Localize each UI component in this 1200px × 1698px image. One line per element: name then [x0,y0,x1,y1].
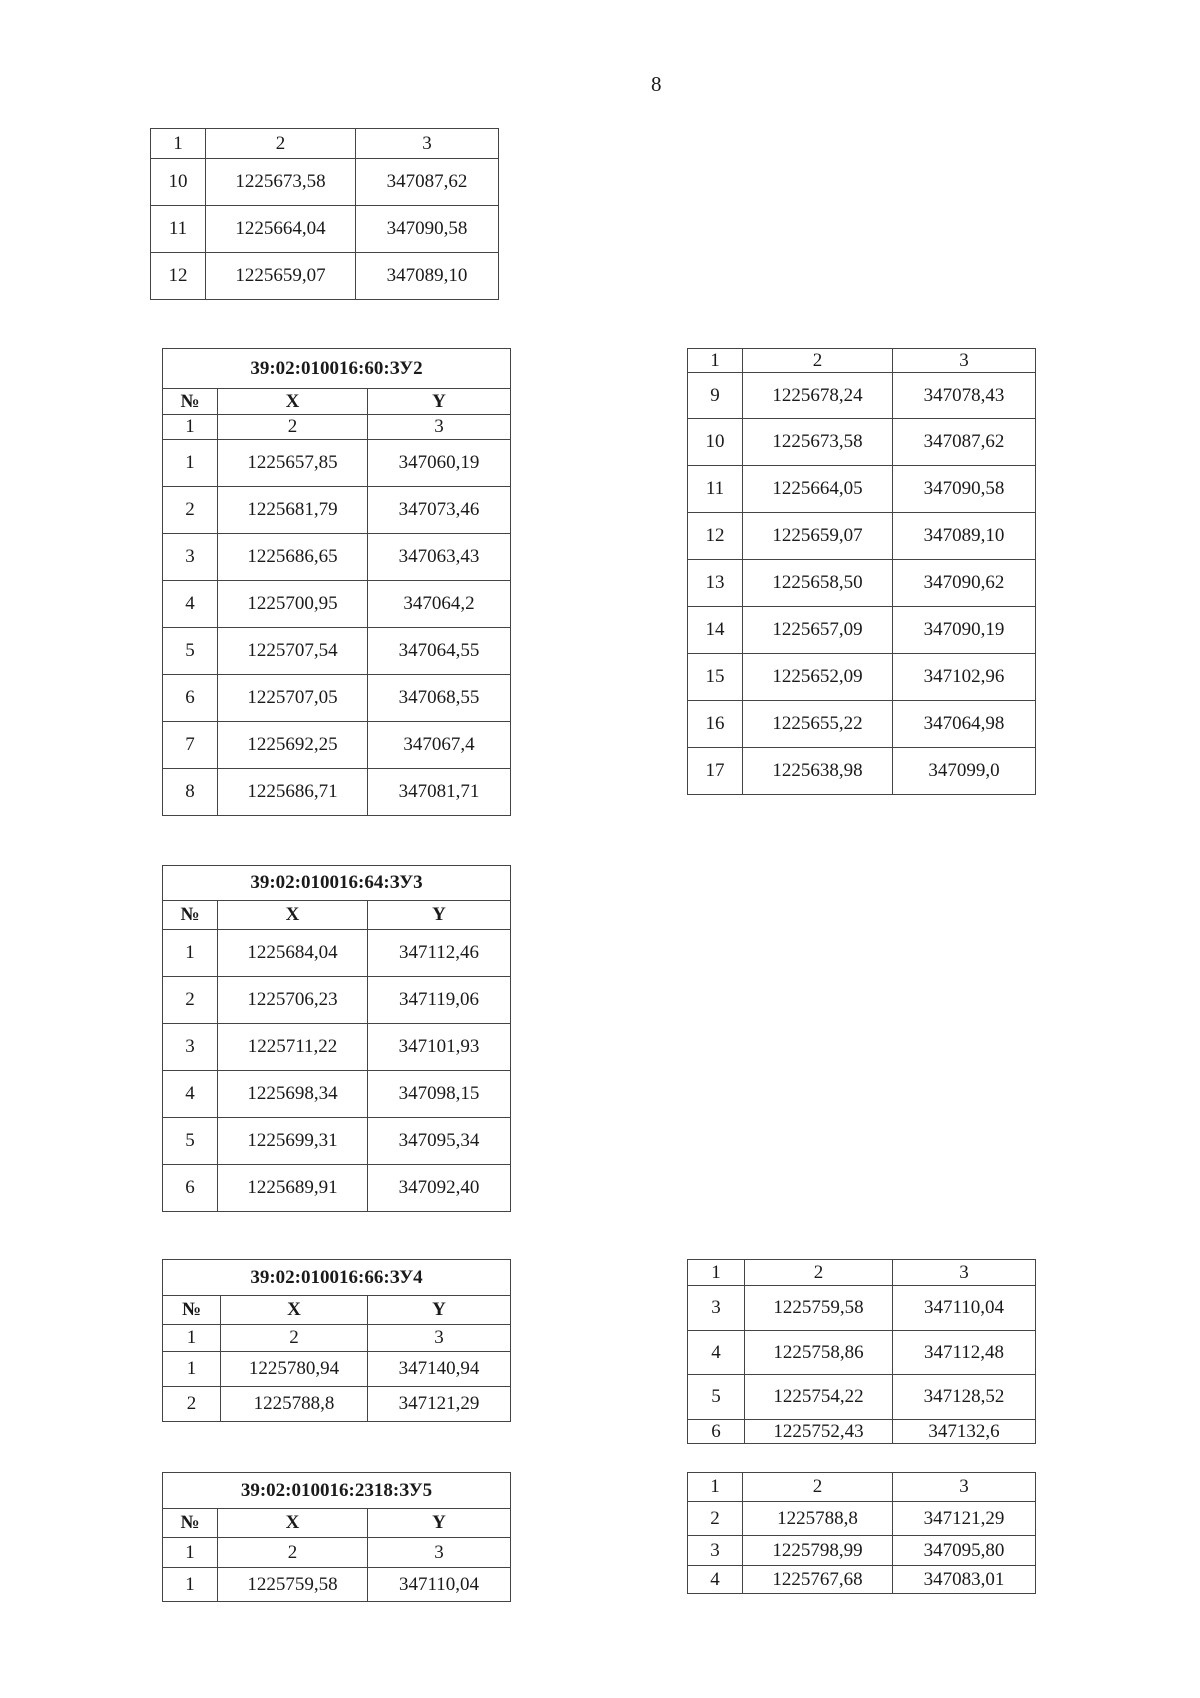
point-number: 4 [688,1331,745,1375]
y-coordinate: 347087,62 [893,419,1036,466]
point-number: 5 [163,1118,218,1165]
table-row [163,930,511,977]
table-row [163,769,511,816]
x-coordinate: 1225754,22 [745,1375,893,1420]
x-coordinate: 1225711,22 [218,1024,368,1071]
y-coordinate: 347068,55 [368,675,511,722]
y-coordinate: 347064,2 [368,581,511,628]
x-coordinate: 1225692,25 [218,722,368,769]
table-row [163,1387,511,1422]
y-column-header: Y [368,389,511,415]
y-coordinate: 347101,93 [368,1024,511,1071]
point-number: 4 [163,1071,218,1118]
zu5-coordinates-table [162,1472,511,1602]
column-header-row [163,389,511,415]
point-number: 3 [688,1536,743,1566]
x-coordinate: 1225758,86 [745,1331,893,1375]
y-coordinate: 347121,29 [368,1387,511,1422]
point-number: 4 [163,581,218,628]
point-number: 13 [688,560,743,607]
table-row [688,748,1036,795]
point-number: 11 [688,466,743,513]
table-row [163,977,511,1024]
column-number: 1 [688,349,743,373]
x-coordinate: 1225673,58 [743,419,893,466]
column-number: 2 [743,349,893,373]
column-number: 3 [356,129,499,159]
y-coordinate: 347063,43 [368,534,511,581]
point-number: 10 [151,159,206,206]
column-number: 1 [163,1538,218,1568]
x-coordinate: 1225798,99 [743,1536,893,1566]
column-number: 2 [206,129,356,159]
column-number: 3 [368,1538,511,1568]
table-row [163,1071,511,1118]
column-number: 2 [218,1538,368,1568]
column-number: 3 [893,349,1036,373]
table-row [688,607,1036,654]
number-column-header: № [163,1509,218,1538]
column-number-row [688,1473,1036,1502]
y-coordinate: 347102,96 [893,654,1036,701]
y-coordinate: 347099,0 [893,748,1036,795]
point-number: 1 [163,930,218,977]
zu4-coordinates-table [162,1259,511,1422]
table-row [688,560,1036,607]
y-coordinate: 347060,19 [368,440,511,487]
y-coordinate: 347095,34 [368,1118,511,1165]
column-number: 3 [368,1325,511,1352]
table-row [163,1165,511,1212]
parcel-title: 39:02:010016:2318:ЗУ5 [163,1473,511,1509]
column-number-row [163,1538,511,1568]
point-number: 11 [151,206,206,253]
column-number: 3 [368,415,511,440]
page-number: 8 [651,72,662,96]
x-coordinate: 1225652,09 [743,654,893,701]
point-number: 3 [163,534,218,581]
column-header-row [163,901,511,930]
column-number: 1 [151,129,206,159]
coordinates-table-continuation-a [150,128,499,300]
x-coordinate: 1225788,8 [221,1387,368,1422]
point-number: 6 [688,1420,745,1444]
x-coordinate: 1225788,8 [743,1502,893,1536]
table-row [688,1420,1036,1444]
point-number: 17 [688,748,743,795]
column-number: 2 [218,415,368,440]
point-number: 1 [163,1568,218,1602]
y-coordinate: 347067,4 [368,722,511,769]
y-coordinate: 347090,58 [893,466,1036,513]
point-number: 6 [163,675,218,722]
x-coordinate: 1225706,23 [218,977,368,1024]
coordinates-table-continuation-d [687,1472,1036,1594]
x-coordinate: 1225657,85 [218,440,368,487]
x-column-header: X [218,901,368,930]
y-coordinate: 347064,55 [368,628,511,675]
y-column-header: Y [368,1509,511,1538]
column-number: 2 [745,1260,893,1286]
point-number: 9 [688,373,743,419]
parcel-title: 39:02:010016:66:ЗУ4 [163,1260,511,1296]
table-row [688,419,1036,466]
table-row [688,654,1036,701]
x-coordinate: 1225698,34 [218,1071,368,1118]
point-number: 14 [688,607,743,654]
x-coordinate: 1225699,31 [218,1118,368,1165]
point-number: 8 [163,769,218,816]
table-row [163,581,511,628]
table-row [688,1375,1036,1420]
column-number-row [151,129,499,159]
point-number: 5 [163,628,218,675]
coordinates-table-continuation-c [687,1259,1036,1444]
y-coordinate: 347073,46 [368,487,511,534]
column-number: 1 [688,1473,743,1502]
y-coordinate: 347090,19 [893,607,1036,654]
y-column-header: Y [368,1296,511,1325]
column-number: 3 [893,1260,1036,1286]
table-row [688,1502,1036,1536]
x-coordinate: 1225664,04 [206,206,356,253]
x-coordinate: 1225673,58 [206,159,356,206]
table-row [151,253,499,300]
column-number: 1 [688,1260,745,1286]
x-coordinate: 1225780,94 [221,1352,368,1387]
column-number: 3 [893,1473,1036,1502]
table-row [151,159,499,206]
table-row [688,1286,1036,1331]
y-coordinate: 347110,04 [368,1568,511,1602]
x-coordinate: 1225707,54 [218,628,368,675]
x-coordinate: 1225700,95 [218,581,368,628]
point-number: 1 [163,1352,221,1387]
y-coordinate: 347087,62 [356,159,499,206]
y-coordinate: 347089,10 [356,253,499,300]
table-row [688,513,1036,560]
point-number: 16 [688,701,743,748]
table-row [688,1566,1036,1594]
point-number: 1 [163,440,218,487]
x-coordinate: 1225686,65 [218,534,368,581]
x-column-header: X [218,389,368,415]
table-row [688,466,1036,513]
point-number: 6 [163,1165,218,1212]
x-coordinate: 1225657,09 [743,607,893,654]
x-coordinate: 1225659,07 [206,253,356,300]
x-coordinate: 1225686,71 [218,769,368,816]
y-coordinate: 347140,94 [368,1352,511,1387]
point-number: 2 [163,487,218,534]
table-row [163,1568,511,1602]
column-number-row [163,415,511,440]
x-coordinate: 1225659,07 [743,513,893,560]
y-coordinate: 347128,52 [893,1375,1036,1420]
y-coordinate: 347112,48 [893,1331,1036,1375]
point-number: 12 [151,253,206,300]
x-coordinate: 1225678,24 [743,373,893,419]
table-row [163,1024,511,1071]
point-number: 10 [688,419,743,466]
table-row [151,206,499,253]
y-coordinate: 347090,62 [893,560,1036,607]
table-row [688,373,1036,419]
zu3-coordinates-table [162,865,511,1212]
y-coordinate: 347078,43 [893,373,1036,419]
table-row [688,1536,1036,1566]
coordinates-table-continuation-b [687,348,1036,795]
column-number: 1 [163,1325,221,1352]
table-row [163,534,511,581]
number-column-header: № [163,1296,221,1325]
y-coordinate: 347081,71 [368,769,511,816]
table-row [688,701,1036,748]
column-number: 2 [743,1473,893,1502]
point-number: 15 [688,654,743,701]
y-coordinate: 347132,6 [893,1420,1036,1444]
y-coordinate: 347089,10 [893,513,1036,560]
x-coordinate: 1225689,91 [218,1165,368,1212]
y-coordinate: 347121,29 [893,1502,1036,1536]
point-number: 2 [688,1502,743,1536]
point-number: 2 [163,1387,221,1422]
x-coordinate: 1225658,50 [743,560,893,607]
table-row [163,628,511,675]
point-number: 12 [688,513,743,560]
column-number-row [163,1325,511,1352]
number-column-header: № [163,901,218,930]
column-number-row [688,1260,1036,1286]
x-coordinate: 1225767,68 [743,1566,893,1594]
table-row [163,675,511,722]
column-header-row [163,1296,511,1325]
point-number: 7 [163,722,218,769]
zu2-coordinates-table [162,348,511,816]
x-coordinate: 1225681,79 [218,487,368,534]
column-number-row [688,349,1036,373]
y-coordinate: 347119,06 [368,977,511,1024]
point-number: 5 [688,1375,745,1420]
y-coordinate: 347095,80 [893,1536,1036,1566]
y-coordinate: 347090,58 [356,206,499,253]
x-coordinate: 1225638,98 [743,748,893,795]
x-coordinate: 1225664,05 [743,466,893,513]
x-column-header: X [221,1296,368,1325]
parcel-title: 39:02:010016:64:ЗУ3 [163,866,511,901]
y-coordinate: 347098,15 [368,1071,511,1118]
y-coordinate: 347092,40 [368,1165,511,1212]
y-coordinate: 347083,01 [893,1566,1036,1594]
table-row [163,487,511,534]
y-coordinate: 347064,98 [893,701,1036,748]
x-coordinate: 1225684,04 [218,930,368,977]
x-column-header: X [218,1509,368,1538]
x-coordinate: 1225707,05 [218,675,368,722]
table-row [163,1352,511,1387]
y-coordinate: 347112,46 [368,930,511,977]
point-number: 3 [688,1286,745,1331]
point-number: 3 [163,1024,218,1071]
x-coordinate: 1225655,22 [743,701,893,748]
y-coordinate: 347110,04 [893,1286,1036,1331]
number-column-header: № [163,389,218,415]
table-row [163,440,511,487]
column-header-row [163,1509,511,1538]
x-coordinate: 1225752,43 [745,1420,893,1444]
point-number: 2 [163,977,218,1024]
y-column-header: Y [368,901,511,930]
x-coordinate: 1225759,58 [218,1568,368,1602]
column-number: 2 [221,1325,368,1352]
parcel-title: 39:02:010016:60:ЗУ2 [163,349,511,389]
table-row [163,1118,511,1165]
point-number: 4 [688,1566,743,1594]
x-coordinate: 1225759,58 [745,1286,893,1331]
table-row [688,1331,1036,1375]
column-number: 1 [163,415,218,440]
table-row [163,722,511,769]
